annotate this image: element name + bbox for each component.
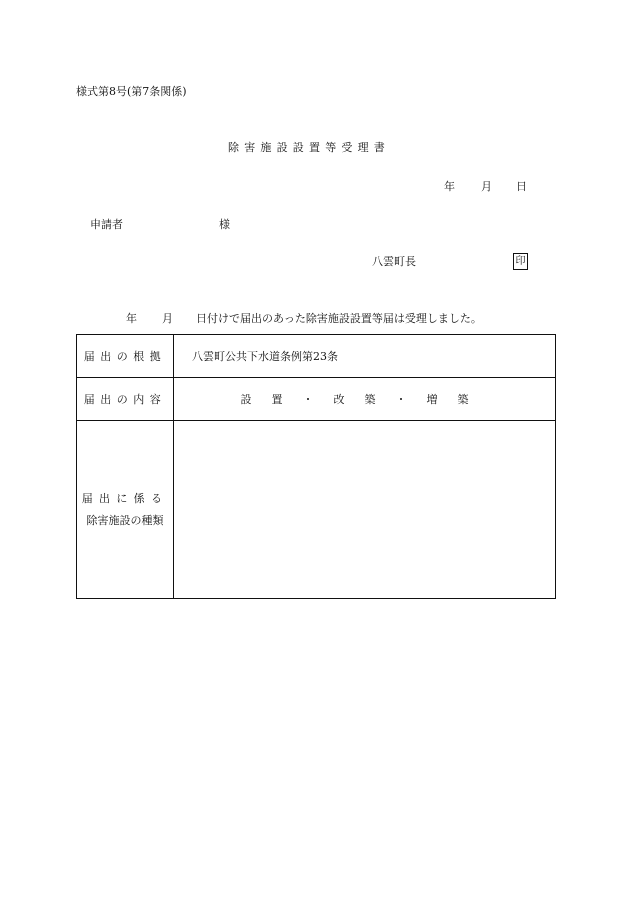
seal-mark: 印: [513, 253, 528, 270]
label-cell-basis: [77, 335, 174, 378]
table-row-facility-type: [77, 421, 556, 599]
date-month-label: 月: [481, 180, 492, 193]
table-row-content: [77, 378, 556, 421]
value-content: 設置・改築・増築: [174, 378, 556, 421]
value-facility-type[interactable]: [174, 421, 556, 599]
applicant-label: 申請者: [90, 218, 123, 231]
document-title: 除害施設設置等受理書: [228, 141, 390, 154]
statement-year-label: 年: [126, 312, 137, 325]
applicant-honorific: 様: [219, 218, 230, 231]
value-basis: 八雲町公共下水道条例第23条: [174, 335, 556, 378]
label-content: 届出の内容: [83, 393, 167, 407]
statement-month-label: 月: [162, 312, 173, 325]
table-row-basis: [77, 335, 556, 378]
label-facility-type-line2: 除害施設の種類: [86, 513, 164, 527]
date-year-label: 年: [444, 180, 455, 193]
label-cell-content: [77, 378, 174, 421]
issuer-name: 八雲町長: [372, 255, 416, 268]
statement-text: 日付けで届出のあった除害施設設置等届は受理しました。: [196, 312, 482, 325]
form-number: 様式第8号(第7条関係): [76, 85, 187, 98]
label-basis: 届出の根拠: [83, 350, 167, 364]
label-cell-facility-type: [77, 421, 174, 599]
date-day-label: 日: [516, 180, 527, 193]
label-facility-type-line1: 届出に係る: [81, 491, 169, 505]
form-table: [76, 334, 556, 599]
